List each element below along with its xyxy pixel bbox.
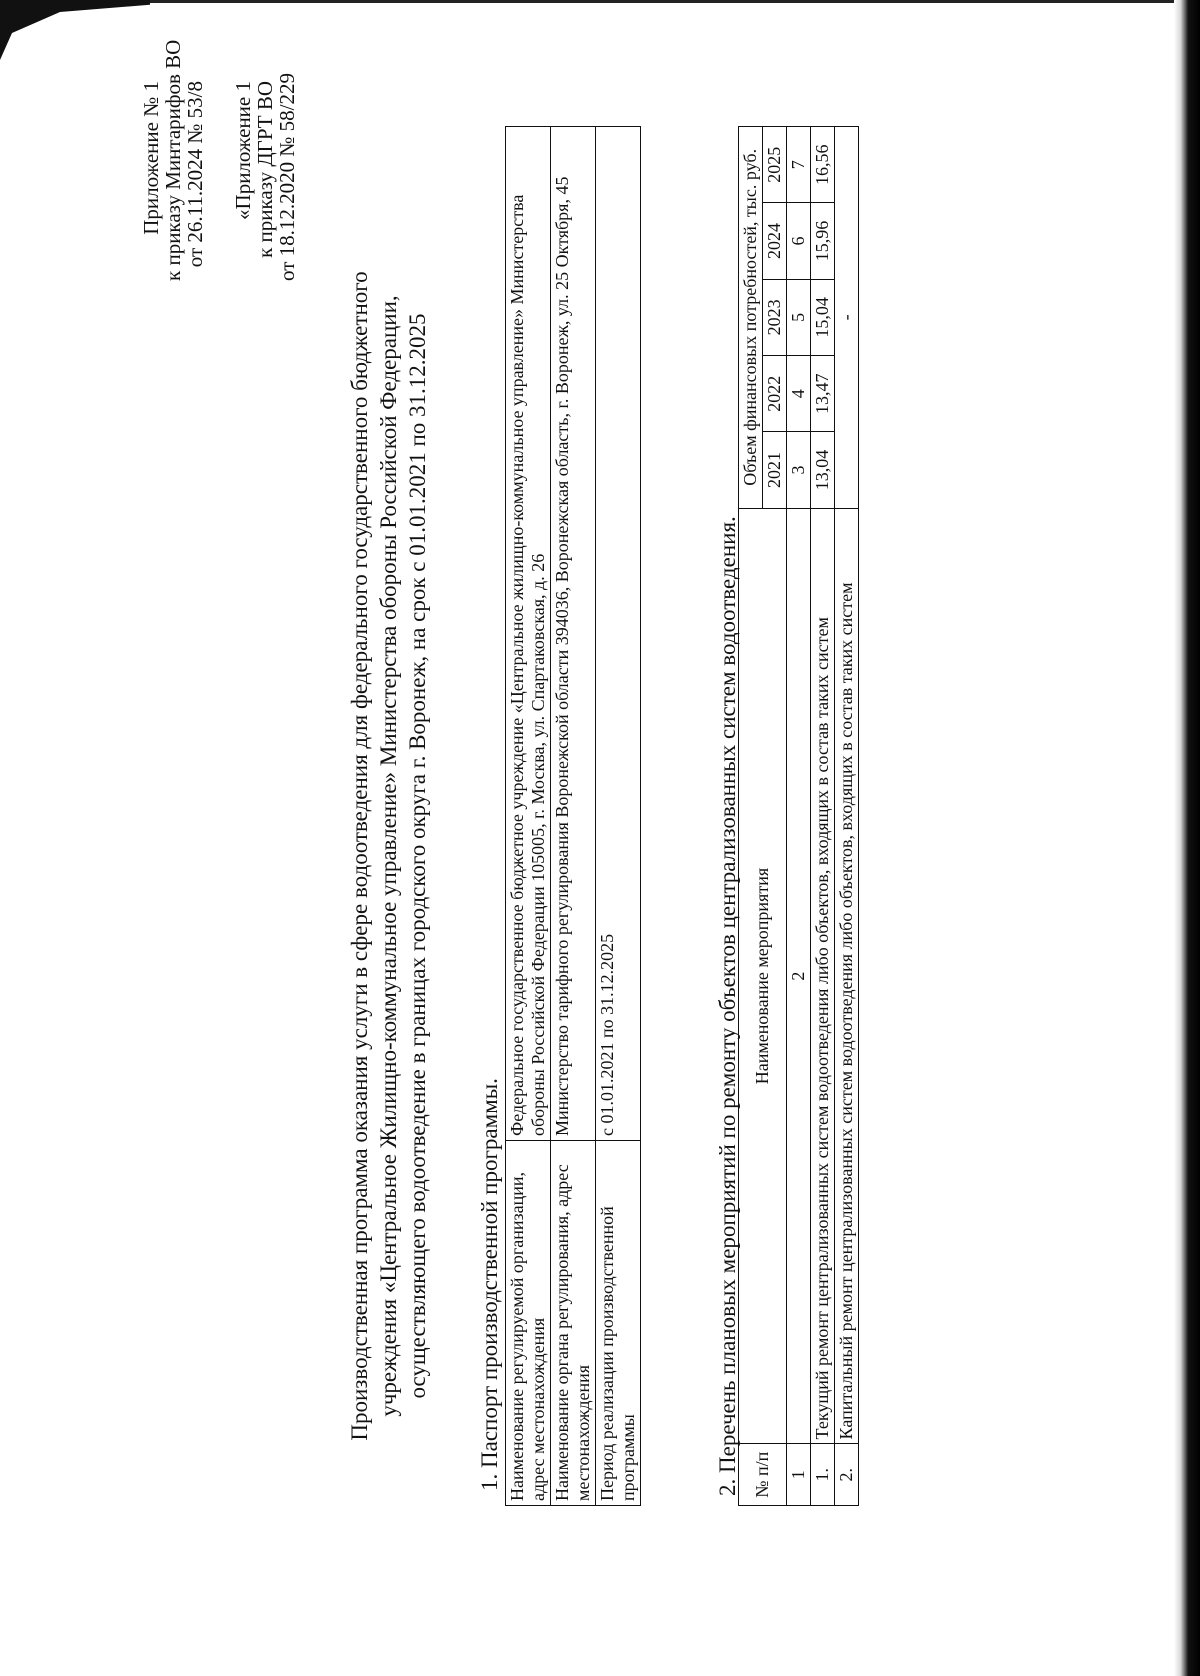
- passport-label: Период реализации производственной программы: [596, 1141, 641, 1506]
- col-number: 3: [787, 432, 811, 508]
- year-cell: 2025: [763, 127, 787, 203]
- title-line: Производственная программа оказания услуги в сфере водоотведения для федерального государственного бюджетного: [347, 271, 372, 1441]
- value-cell: 13,04: [811, 432, 835, 508]
- column-numbers-row: [787, 127, 811, 1506]
- value-cell: 16,56: [811, 127, 835, 203]
- col-number: 1: [787, 1444, 811, 1506]
- document-title: [345, 146, 432, 1566]
- col-header-name: Наименование мероприятия: [739, 508, 787, 1444]
- activity-name: Капитальный ремонт централизованных систем водоотведения либо объектов, входящих в состав таких систем: [835, 508, 859, 1444]
- value-cell: 15,96: [811, 203, 835, 279]
- year-cell: 2021: [763, 432, 787, 508]
- appendix-line: «Приложение 1: [231, 81, 255, 220]
- repairs-table: [738, 126, 859, 1506]
- passport-value: с 01.01.2021 по 31.12.2025: [596, 127, 641, 1141]
- row-number: 2.: [835, 1444, 859, 1506]
- col-header-num: № п/п: [739, 1444, 787, 1506]
- section1-heading: 1. Паспорт производственной программы.: [477, 1078, 502, 1491]
- passport-label: Наименование органа регулирования, адрес местонахождения: [551, 1141, 596, 1506]
- year-cell: 2024: [763, 203, 787, 279]
- col-number: 5: [787, 279, 811, 355]
- year-cell: 2023: [763, 279, 787, 355]
- col-header-volume: Объем финансовых потребностей, тыс. руб.: [739, 127, 763, 509]
- passport-value: Министерство тарифного регулирования Воронежской области 394036, Воронежская область, г. Воронеж, ул. 25 Октября, 45: [551, 127, 596, 1141]
- appendix-note-old: [231, 72, 299, 281]
- activity-name: Текущий ремонт централизованных систем водоотведения либо объектов, входящих в состав таких систем: [811, 508, 835, 1444]
- appendix-note: [139, 39, 207, 281]
- merged-value-cell: -: [835, 127, 859, 509]
- table-header-row: [739, 127, 763, 1506]
- row-number: 1.: [811, 1444, 835, 1506]
- year-cell: 2022: [763, 356, 787, 432]
- value-cell: 15,04: [811, 279, 835, 355]
- col-number: 4: [787, 356, 811, 432]
- passport-table: [505, 126, 641, 1506]
- passport-label: Наименование регулируемой организации, адрес местонахождения: [506, 1141, 551, 1506]
- appendix-line: к приказу ДГРТ ВО: [253, 81, 277, 258]
- table-row: [506, 127, 551, 1506]
- table-row: [835, 127, 859, 1506]
- appendix-line: от 18.12.2020 № 58/229: [275, 72, 299, 281]
- value-cell: 13,47: [811, 356, 835, 432]
- col-number: 2: [787, 508, 811, 1444]
- passport-value: Федеральное государственное бюджетное учреждение «Центральное жилищно-коммунальное управление» Министерства обороны Российской Федерации 105005, г. Москва, ул. Спартаковская, д. 26: [506, 127, 551, 1141]
- table-row: [551, 127, 596, 1506]
- appendix-line: к приказу Минтарифов ВО: [161, 39, 185, 281]
- table-row: [811, 127, 835, 1506]
- title-line: осуществляющего водоотведение в границах городского округа г. Воронеж, на срок с 01.01.2021 по 31.12.2025: [405, 313, 430, 1399]
- col-number: 6: [787, 203, 811, 279]
- section2-heading: 2. Перечень плановых мероприятий по ремонту объектов централизованных систем водоотведения.: [715, 516, 740, 1496]
- appendix-line: от 26.11.2024 № 53/8: [183, 81, 207, 268]
- col-number: 7: [787, 127, 811, 203]
- appendix-line: Приложение № 1: [139, 81, 163, 235]
- table-row: [596, 127, 641, 1506]
- title-line: учреждения «Центральное Жилищно-коммунальное управление» Министерства обороны Российской Федерации,: [376, 295, 401, 1417]
